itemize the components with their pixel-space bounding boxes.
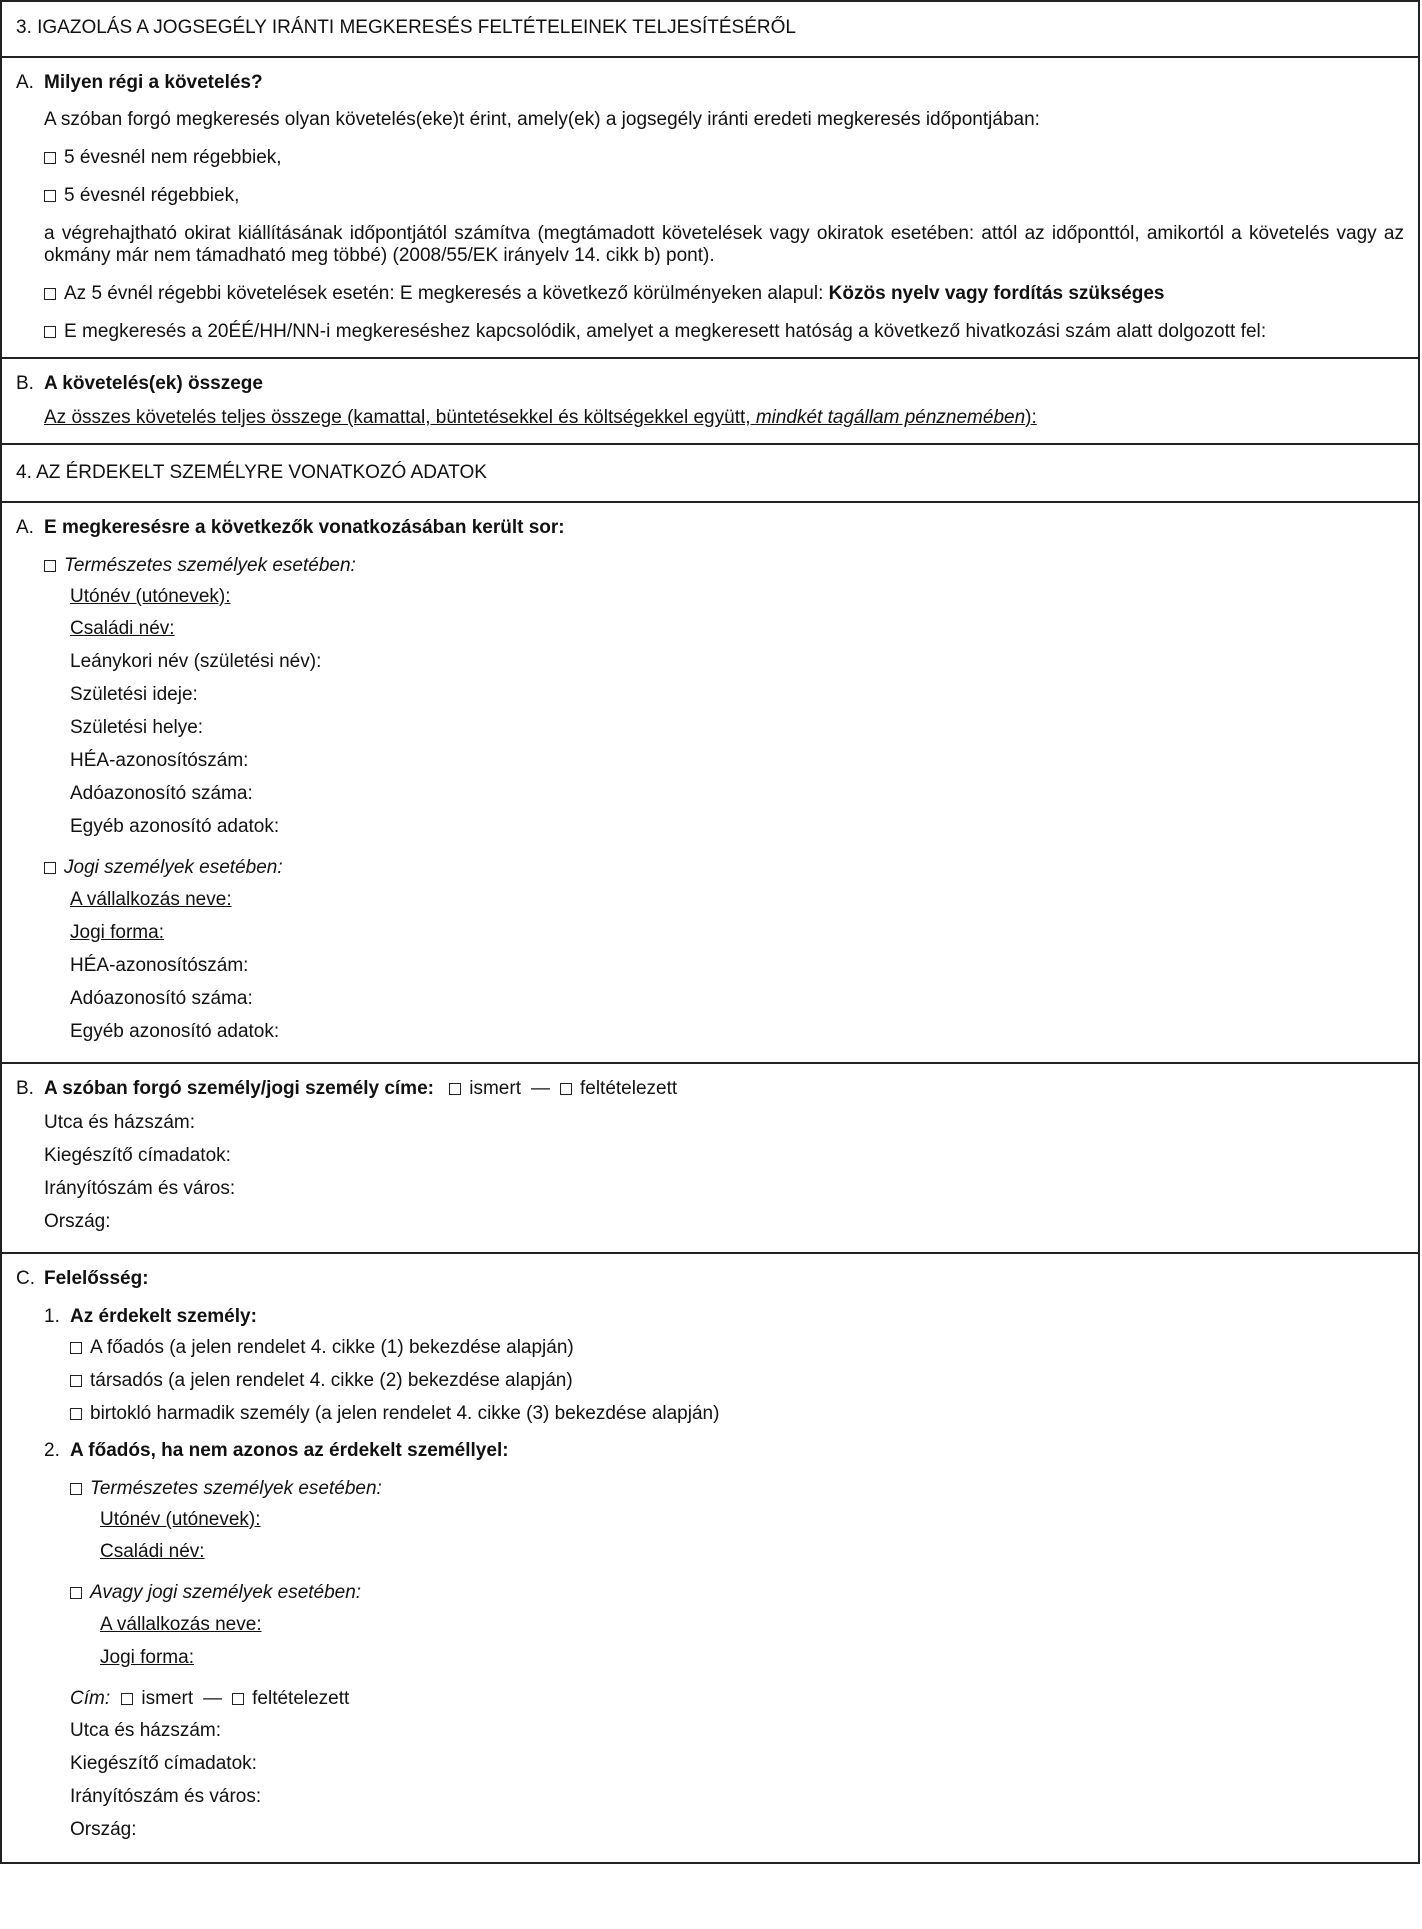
checkbox-older[interactable] <box>44 190 56 202</box>
section-4-title-row <box>2 443 1418 501</box>
checkbox-c2-known[interactable] <box>121 1693 133 1705</box>
c2-natural-label: Természetes személyek esetében: <box>90 1478 382 1499</box>
claims-total-currency: mindkét tagállam pénznemében <box>755 407 1026 428</box>
legal-person-option <box>16 857 1406 879</box>
claims-total-text: Az összes követelés teljes összege (kamattal, büntetésekkel és költségekkel együtt, <box>44 407 751 428</box>
age-option-older <box>16 185 1406 207</box>
c2-legal-fields <box>16 1608 1406 1674</box>
related-request-option <box>16 321 1406 343</box>
c2-field-address-extra: Kiegészítő címadatok: <box>70 1753 257 1774</box>
checkbox-related-request[interactable] <box>44 326 56 338</box>
field-legal-form: Jogi forma: <box>70 922 164 943</box>
section-3b-heading: A követelés(ek) összege <box>44 373 263 394</box>
c2-field-first-name: Utónév (utónevek): <box>100 1509 261 1530</box>
age-option-not-older-label: 5 évesnél nem régebbiek, <box>64 147 282 168</box>
field-other-id: Egyéb azonosító adatok: <box>70 816 280 837</box>
c2-heading-line <box>16 1440 1406 1462</box>
checkbox-not-older[interactable] <box>44 152 56 164</box>
address-fields <box>16 1106 1406 1238</box>
c2-address-line <box>16 1688 1406 1710</box>
field-vat-number: HÉA-azonosítószám: <box>70 750 249 771</box>
section-3a <box>2 56 1418 357</box>
field-maiden-name: Leánykori név (születési név): <box>70 651 322 672</box>
claims-total-amount <box>16 407 1406 429</box>
c2-field-family-name: Családi név: <box>100 1541 205 1562</box>
c2-legal-label: Avagy jogi személyek esetében: <box>90 1582 362 1603</box>
section-4b-heading: A szóban forgó személy/jogi személy címe: <box>44 1078 434 1099</box>
field-tax-id: Adóazonosító száma: <box>70 783 253 804</box>
field-legal-tax-id: Adóazonosító száma: <box>70 988 253 1009</box>
age-option-not-older <box>16 147 1406 169</box>
claims-total-end: ): <box>1025 407 1037 428</box>
checkbox-legal-person[interactable] <box>44 862 56 874</box>
field-first-name: Utónév (utónevek): <box>70 586 231 607</box>
c2-field-company-name: A vállalkozás neve: <box>100 1614 262 1635</box>
checkbox-c2-presumed[interactable] <box>232 1693 244 1705</box>
section-4a-heading-line <box>16 517 1406 539</box>
checkbox-main-debtor[interactable] <box>70 1342 82 1354</box>
c1-options <box>16 1331 1406 1430</box>
c1-option-main-debtor <box>70 1331 1406 1364</box>
natural-person-label: Természetes személyek esetében: <box>64 555 356 576</box>
c2-field-street: Utca és házszám: <box>70 1720 221 1741</box>
c2-legal-option <box>16 1582 1406 1604</box>
section-3a-heading: Milyen régi a követelés? <box>44 72 263 93</box>
section-4b-heading-line <box>16 1078 1406 1100</box>
c2-field-legal-form: Jogi forma: <box>100 1647 194 1668</box>
c2-natural-fields <box>16 1504 1406 1568</box>
section-4c-heading-line <box>16 1268 1406 1290</box>
section-3a-intro: A szóban forgó megkeresés olyan követelés(eke)t érint, amely(ek) a jogsegély iránti eredeti megkeresés időpontjában: <box>44 109 1040 130</box>
c2-presumed-label: feltételezett <box>252 1688 350 1709</box>
field-family-name: Családi név: <box>70 618 175 639</box>
checkbox-natural-person[interactable] <box>44 560 56 572</box>
c1-heading: Az érdekelt személy: <box>70 1306 257 1327</box>
c1-option-main-debtor-label: A főadós (a jelen rendelet 4. cikke (1) bekezdése alapján) <box>90 1337 574 1358</box>
section-3a-paragraph: a végrehajtható okirat kiállításának időpontjától számítva (megtámadott követelések vagy okiratok esetében: attól az időponttól, amikortól a követelés vagy az okmány már nem támadható meg többé) (2008/55/EK irányelv 14. cikk b) pont). <box>44 223 1404 266</box>
c2-known-label: ismert <box>141 1688 194 1709</box>
section-4c-letter: C. <box>16 1268 35 1289</box>
checkbox-address-presumed[interactable] <box>560 1083 572 1095</box>
c2-dash: — <box>203 1688 223 1709</box>
field-birth-date: Születési ideje: <box>70 684 198 705</box>
c2-field-country: Ország: <box>70 1819 137 1840</box>
c2-heading: A főadós, ha nem azonos az érdekelt személlyel: <box>70 1440 509 1461</box>
field-postcode-city: Irányítószám és város: <box>44 1178 236 1199</box>
c1-option-third-party <box>70 1397 1406 1430</box>
field-company-name: A vállalkozás neve: <box>70 889 232 910</box>
address-dash: — <box>530 1078 550 1099</box>
section-4a <box>2 501 1418 1062</box>
checkbox-c2-legal[interactable] <box>70 1587 82 1599</box>
section-3b-letter: B. <box>16 373 34 394</box>
section-4a-heading: E megkeresésre a következők vonatkozásában került sor: <box>44 517 565 538</box>
section-3-title-row <box>2 2 1418 56</box>
c2-field-postcode-city: Irányítószám és város: <box>70 1786 262 1807</box>
natural-person-option <box>16 555 1406 577</box>
c2-number: 2. <box>44 1440 60 1461</box>
section-3a-heading-line <box>16 72 1406 94</box>
section-4c-heading: Felelősség: <box>44 1268 149 1289</box>
section-4b <box>2 1062 1418 1252</box>
checkbox-third-party[interactable] <box>70 1408 82 1420</box>
natural-person-fields <box>16 581 1406 843</box>
older-claims-bold: Közös nyelv vagy fordítás szükséges <box>828 283 1165 304</box>
section-3a-letter: A. <box>16 72 34 93</box>
checkbox-address-known[interactable] <box>449 1083 461 1095</box>
older-claims-text: Az 5 évnél régebbi követelések esetén: E megkeresés a következő körülményeken alapul: <box>64 283 824 304</box>
age-option-older-label: 5 évesnél régebbiek, <box>64 185 240 206</box>
c2-address-label: Cím: <box>70 1688 111 1709</box>
c1-heading-line <box>16 1306 1406 1328</box>
section-3-title: 3. IGAZOLÁS A JOGSEGÉLY IRÁNTI MEGKERESÉS FELTÉTELEINEK TELJESÍTÉSÉRŐL <box>16 17 796 38</box>
field-address-extra: Kiegészítő címadatok: <box>44 1145 231 1166</box>
legal-person-label: Jogi személyek esetében: <box>64 857 283 878</box>
older-claims-option <box>16 283 1406 305</box>
c2-natural-option <box>16 1478 1406 1500</box>
legal-person-fields <box>16 883 1406 1048</box>
section-3b <box>2 357 1418 443</box>
c1-option-third-party-label: birtokló harmadik személy (a jelen rendelet 4. cikke (3) bekezdése alapján) <box>90 1403 720 1424</box>
section-4c <box>2 1252 1418 1862</box>
c1-option-co-debtor-label: társadós (a jelen rendelet 4. cikke (2) bekezdése alapján) <box>90 1370 573 1391</box>
section-3b-heading-line <box>16 373 1406 395</box>
related-request-text: E megkeresés a 20ÉÉ/HH/NN-i megkereséshez kapcsolódik, amelyet a megkeresett hatóság a következő hivatkozási szám alatt dolgozott fel: <box>64 321 1267 342</box>
field-street: Utca és házszám: <box>44 1112 195 1133</box>
c2-address-fields <box>16 1714 1406 1846</box>
checkbox-older-claims[interactable] <box>44 288 56 300</box>
address-presumed-label: feltételezett <box>579 1078 678 1099</box>
c1-option-co-debtor <box>70 1364 1406 1397</box>
checkbox-c2-natural[interactable] <box>70 1483 82 1495</box>
field-country: Ország: <box>44 1211 111 1232</box>
section-4b-letter: B. <box>16 1078 34 1099</box>
section-4a-letter: A. <box>16 517 34 538</box>
section-4-title: 4. AZ ÉRDEKELT SZEMÉLYRE VONATKOZÓ ADATOK <box>16 462 487 483</box>
checkbox-co-debtor[interactable] <box>70 1375 82 1387</box>
c1-number: 1. <box>44 1306 60 1327</box>
field-legal-other-id: Egyéb azonosító adatok: <box>70 1021 280 1042</box>
field-legal-vat-number: HÉA-azonosítószám: <box>70 955 249 976</box>
field-birth-place: Születési helye: <box>70 717 204 738</box>
address-known-label: ismert <box>469 1078 521 1099</box>
